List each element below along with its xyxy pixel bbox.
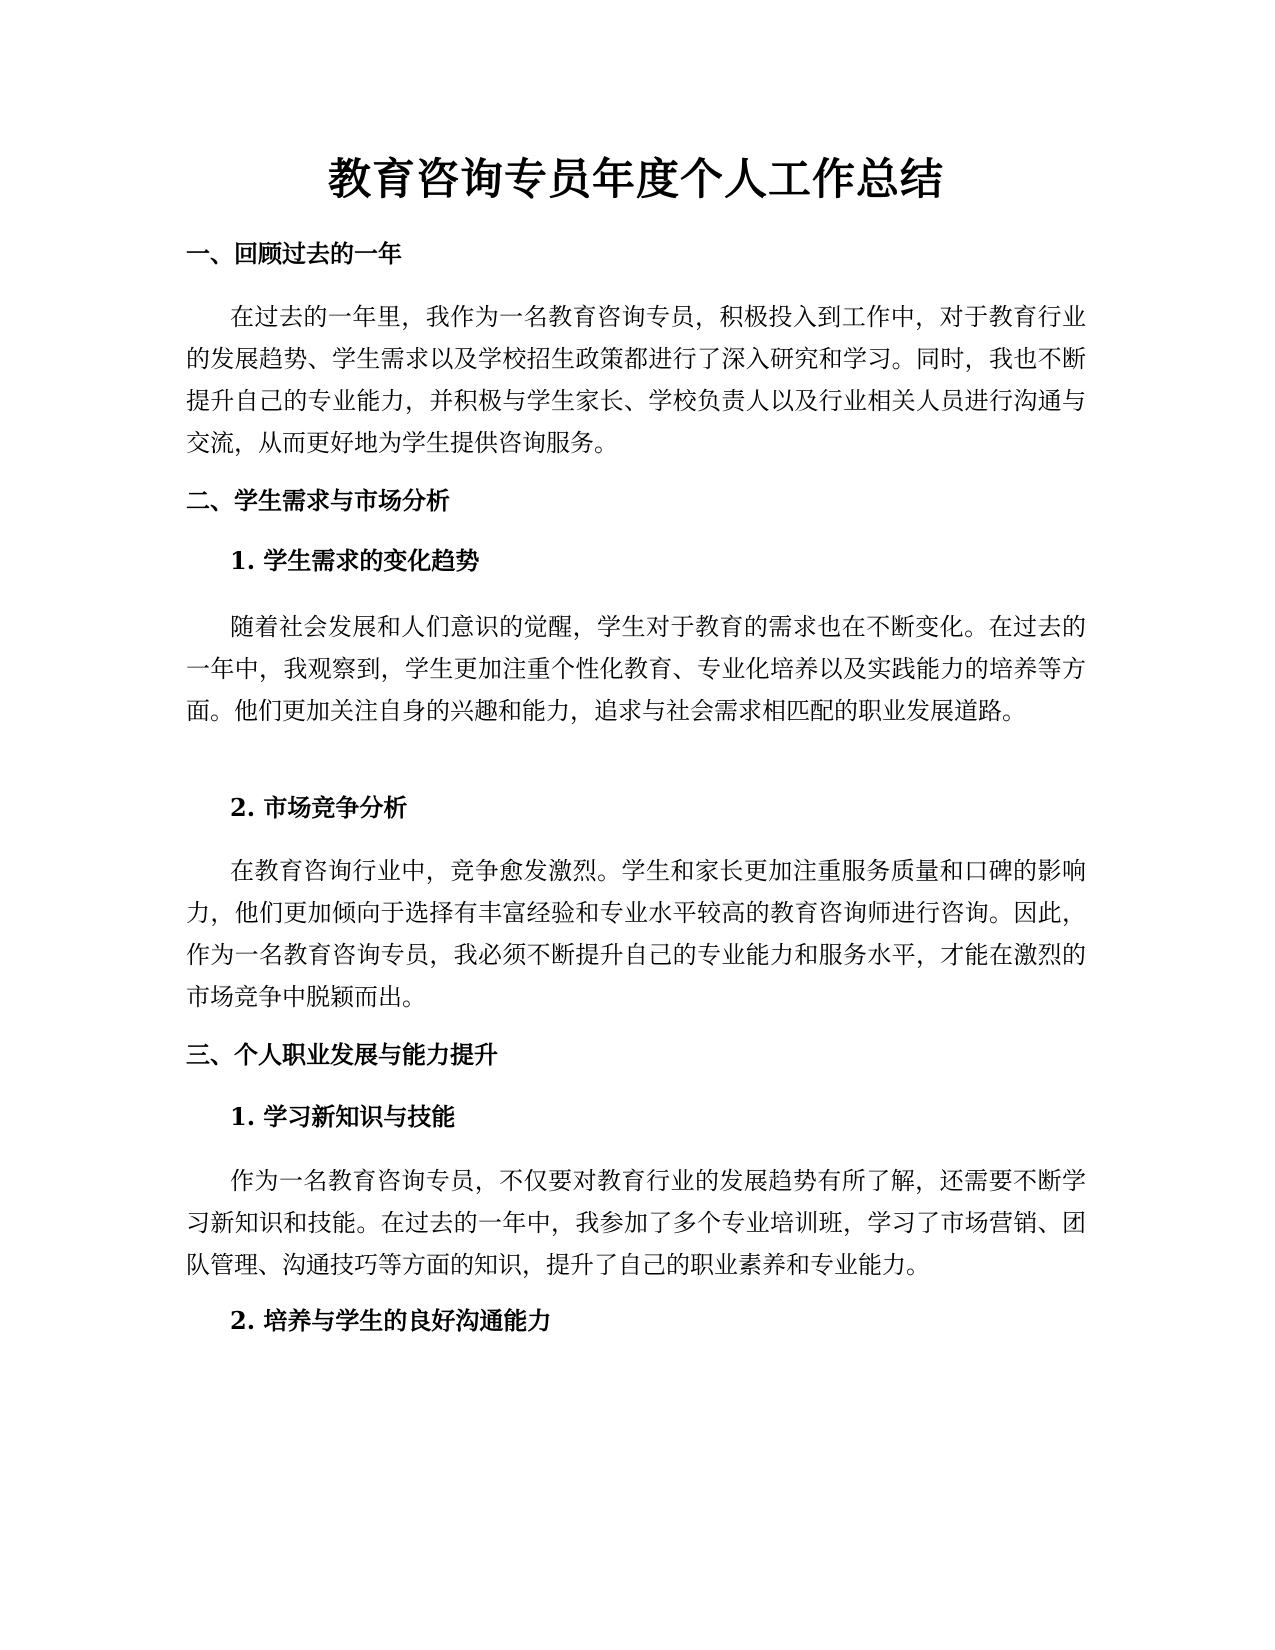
section-heading-1: 一、回顾过去的一年 xyxy=(186,240,402,268)
document-title: 教育咨询专员年度个人工作总结 xyxy=(328,155,944,205)
section-heading-2: 二、学生需求与市场分析 xyxy=(186,487,450,515)
section-1-paragraph: 在过去的一年里，我作为一名教育咨询专员，积极投入到工作中，对于教育行业的发展趋势、学生需求以及学校招生政策都进行了深入研究和学习。同时，我也不断提升自己的专业能力，并积极与学生家长、学校负责人以及行业相关人员进行沟通与交流，从而更好地为学生提供咨询服务。 xyxy=(186,303,1086,457)
subsection-heading-3-1: 1. 学习新知识与技能 xyxy=(230,1102,456,1131)
subsection-3-1-paragraph: 作为一名教育咨询专员，不仅要对教育行业的发展趋势有所了解，还需要不断学习新知识和技能。在过去的一年中，我参加了多个专业培训班，学习了市场营销、团队管理、沟通技巧等方面的知识，提升了自己的职业素养和专业能力。 xyxy=(186,1167,1086,1279)
subsection-2-1-paragraph: 随着社会发展和人们意识的觉醒，学生对于教育的需求也在不断变化。在过去的一年中，我观察到，学生更加注重个性化教育、专业化培养以及实践能力的培养等方面。他们更加关注自身的兴趣和能力，追求与社会需求相匹配的职业发展道路。 xyxy=(186,613,1086,725)
document-page xyxy=(186,0,1086,1650)
subsection-heading-2-2: 2. 市场竞争分析 xyxy=(230,793,408,822)
subsection-heading-3-2: 2. 培养与学生的良好沟通能力 xyxy=(230,1306,552,1335)
section-heading-3: 三、个人职业发展与能力提升 xyxy=(186,1041,498,1069)
subsection-heading-2-1: 1. 学生需求的变化趋势 xyxy=(230,546,480,575)
subsection-2-2-paragraph: 在教育咨询行业中，竞争愈发激烈。学生和家长更加注重服务质量和口碑的影响力，他们更加倾向于选择有丰富经验和专业水平较高的教育咨询师进行咨询。因此，作为一名教育咨询专员，我必须不断提升自己的专业能力和服务水平，才能在激烈的市场竞争中脱颖而出。 xyxy=(186,857,1086,1011)
